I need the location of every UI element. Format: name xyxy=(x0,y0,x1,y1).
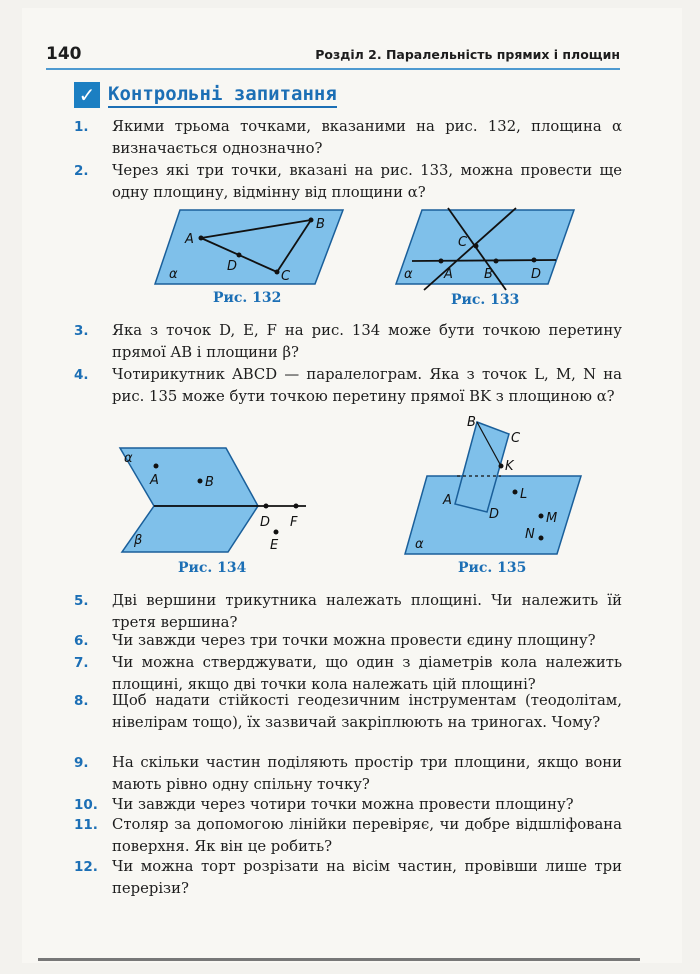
label-B: B xyxy=(205,475,214,490)
label-alpha: α xyxy=(404,267,413,282)
question-text: Дві вершини трикутника належать площині. Чи належить їй третя вершина? xyxy=(112,592,622,631)
question-text: Якими трьома точками, вказаними на рис. 132, площина α визначається однозначно? xyxy=(112,118,622,157)
question-item xyxy=(74,160,622,204)
figure-132 xyxy=(155,208,345,288)
question-text: Щоб надати стійкості геодезичним інструментам (теодолітам, нівелірам тощо), їх зазвичай закріплюють на триногах. Чому? xyxy=(112,692,622,731)
question-number: 2. xyxy=(74,163,89,179)
label-A: A xyxy=(444,267,453,282)
question-text: Чи завжди через три точки можна провести єдину площину? xyxy=(112,632,596,649)
question-number: 11. xyxy=(74,817,98,833)
label-D: D xyxy=(227,259,238,274)
question-item xyxy=(74,814,622,858)
question-text: Через які три точки, вказані на рис. 133, можна провести ще одну площину, відмінну від площини α? xyxy=(112,162,622,201)
figure-135 xyxy=(405,416,585,556)
caption-fig-133: Рис. 133 xyxy=(451,292,520,308)
question-item xyxy=(74,590,622,634)
label-A: A xyxy=(185,232,194,247)
question-item xyxy=(74,856,622,900)
question-number: 3. xyxy=(74,323,89,339)
figure-133 xyxy=(396,208,576,290)
label-alpha: α xyxy=(124,451,133,466)
label-C: C xyxy=(458,235,468,250)
caption-fig-135: Рис. 135 xyxy=(458,560,527,576)
section-heading xyxy=(74,82,364,108)
question-number: 6. xyxy=(74,633,89,649)
question-text: Чотирикутник ABCD — паралелограм. Яка з точок L, M, N на рис. 135 може бути точкою перетину прямої BK з площиною α? xyxy=(112,366,622,405)
question-number: 5. xyxy=(74,593,89,609)
running-title: Розділ 2. Паралельність прямих і площин xyxy=(315,47,620,62)
page-edge-shadow xyxy=(38,958,640,961)
question-item xyxy=(74,364,622,408)
label-A: A xyxy=(443,493,452,508)
label-D: D xyxy=(489,507,500,522)
label-B: B xyxy=(316,217,325,232)
page-number: 140 xyxy=(46,44,82,64)
label-B: B xyxy=(484,267,493,282)
question-text: Чи можна торт розрізати на вісім частин, провівши лише три перерізи? xyxy=(112,858,622,897)
label-M: M xyxy=(546,511,558,526)
label-A: A xyxy=(150,473,159,488)
label-L: L xyxy=(520,487,528,502)
label-alpha: α xyxy=(415,537,424,552)
caption-fig-134: Рис. 134 xyxy=(178,560,247,576)
label-C: C xyxy=(281,269,291,284)
question-item xyxy=(74,320,622,364)
question-item xyxy=(74,752,622,796)
label-D: D xyxy=(531,267,542,282)
question-number: 12. xyxy=(74,859,98,875)
question-number: 8. xyxy=(74,693,89,709)
question-number: 7. xyxy=(74,655,89,671)
page-header xyxy=(46,44,620,70)
question-text: Яка з точок D, E, F на рис. 134 може бути точкою перетину прямої AB і площини β? xyxy=(112,322,622,361)
check-icon: ✓ xyxy=(74,82,100,108)
label-C: C xyxy=(511,431,521,446)
label-F: F xyxy=(290,515,298,530)
question-item xyxy=(74,690,622,734)
question-number: 4. xyxy=(74,367,89,383)
question-number: 10. xyxy=(74,797,98,813)
label-alpha: α xyxy=(169,267,178,282)
label-K: K xyxy=(505,459,514,474)
question-item xyxy=(74,116,622,160)
question-number: 9. xyxy=(74,755,89,771)
question-text: Столяр за допомогою лінійки перевіряє, чи добре відшліфована поверхня. Як він це робить? xyxy=(112,816,622,855)
label-beta: β xyxy=(134,533,143,548)
figure-134 xyxy=(118,446,308,554)
question-number: 1. xyxy=(74,119,89,135)
label-B: B xyxy=(467,415,476,430)
label-N: N xyxy=(525,527,535,542)
label-D: D xyxy=(260,515,271,530)
section-title: Контрольні запитання xyxy=(108,83,337,108)
question-text: Чи завжди через чотири точки можна провести площину? xyxy=(112,796,574,813)
question-text: На скільки частин поділяють простір три площини, якщо вони мають рівно одну спільну точку? xyxy=(112,754,622,793)
question-text: Чи можна стверджувати, що один з діаметрів кола належить площині, якщо дві точки кола належать цій площині? xyxy=(112,654,622,693)
label-E: E xyxy=(270,538,279,553)
question-item xyxy=(74,794,622,816)
caption-fig-132: Рис. 132 xyxy=(213,290,282,306)
question-item xyxy=(74,630,622,652)
